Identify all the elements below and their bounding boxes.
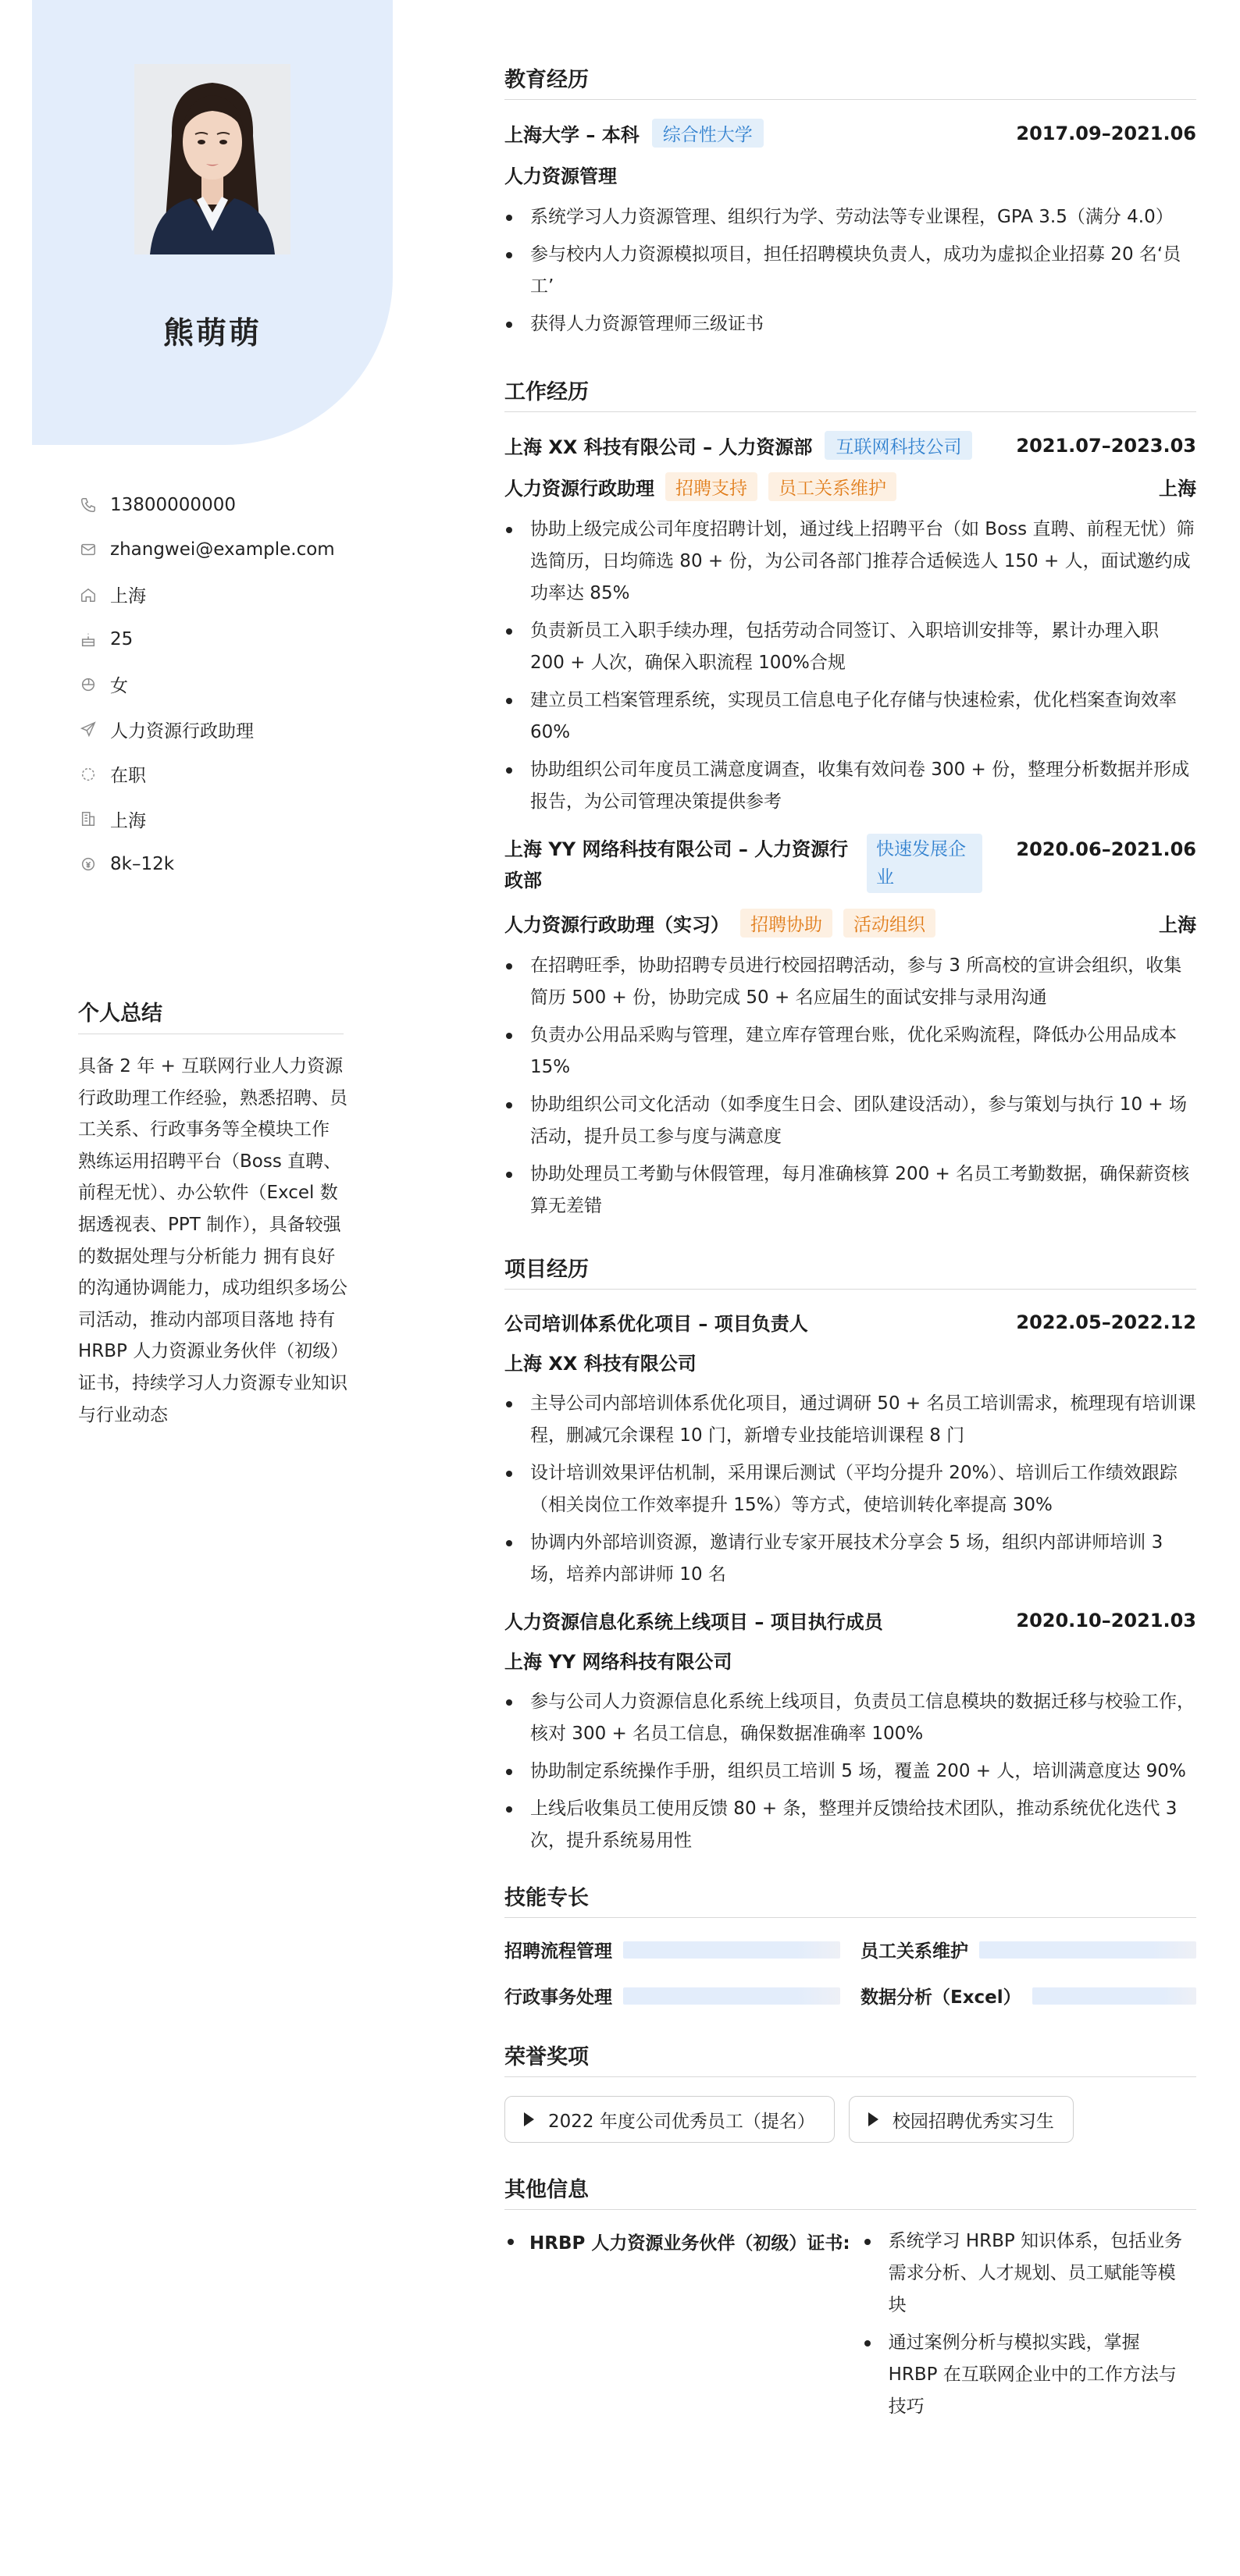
section-title: 其他信息 xyxy=(504,2172,1196,2210)
phone-icon xyxy=(78,495,98,515)
education-section xyxy=(504,62,1196,340)
person-name: 熊萌萌 xyxy=(162,316,262,351)
section-title: 技能专长 xyxy=(504,1880,1196,1918)
project-bullets xyxy=(504,1388,1196,1591)
contact-status xyxy=(78,752,390,797)
certificate-bullets xyxy=(863,2226,1183,2428)
section-title: 工作经历 xyxy=(504,375,1196,412)
company-name: 上海 XX 科技有限公司 – 人力资源部 xyxy=(504,436,813,458)
section-title: 荣誉奖项 xyxy=(504,2040,1196,2077)
school-tag: 综合性大学 xyxy=(652,119,764,148)
skill-item xyxy=(861,1937,1196,1962)
list-item: 系统学习 HRBP 知识体系，包括业务需求分析、人才规划、员工赋能等模块 xyxy=(863,2226,1183,2322)
home-icon xyxy=(78,585,98,605)
list-item: 负责新员工入职手续办理，包括劳动合同签订、入职培训安排等，累计办理入职 200 + 人次，确保入职流程 100%合规 xyxy=(504,615,1196,679)
certificate-label: HRBP 人力资源业务伙伴（初级）证书: xyxy=(529,2233,850,2254)
contact-text: 人力资源行政助理 xyxy=(110,720,254,742)
salary-icon xyxy=(78,854,98,874)
bullet-dot xyxy=(508,2239,514,2245)
list-item: 通过案例分析与模拟实践，掌握 HRBP 在互联网企业中的工作方法与技巧 xyxy=(863,2327,1183,2423)
job-bullets xyxy=(504,514,1196,818)
contact-email xyxy=(78,528,390,573)
list-item: 负责办公用品采购与管理，建立库存管理台账，优化采购流程，降低办公用品成本 15% xyxy=(504,1019,1196,1083)
contact-text: 在职 xyxy=(110,766,146,787)
award-label: 校园招聘优秀实习生 xyxy=(892,2111,1054,2132)
company-name: 上海 YY 网络科技有限公司 – 人力资源行政部 xyxy=(504,838,849,891)
contact-age xyxy=(78,617,390,663)
skill-bar xyxy=(623,1987,840,2005)
list-item: 获得人力资源管理师三级证书 xyxy=(504,308,1196,340)
company-tag: 快速发展企业 xyxy=(867,834,982,893)
education-bullets xyxy=(504,201,1196,340)
project-header xyxy=(504,1606,1196,1634)
list-item: 协调内外部培训资源，邀请行业专家开展技术分享会 5 场，组织内部讲师培训 3 场，培养内部讲师 10 名 xyxy=(504,1527,1196,1591)
cake-icon xyxy=(78,629,98,649)
list-item: 在招聘旺季，协助招聘专员进行校园招聘活动，参与 3 所高校的宣讲会组织，收集简历 500 + 份，协助完成 50 + 名应届生的面试安排与录用沟通 xyxy=(504,950,1196,1014)
contact-city xyxy=(78,797,390,842)
status-icon xyxy=(78,764,98,785)
summary-text: 具备 2 年 + 互联网行业人力资源行政助理工作经验，熟悉招聘、员工关系、行政事务等全模块工作 熟练运用招聘平台（Boss 直聘、前程无忧）、办公软件（Excel 数据透视表、PPT 制作），具备较强的数据处理与分析能力 拥有良好的沟通协调能力，成功组织多场公司活动，推动内部项目落地 持有 HRBP 人力资源业务伙伴（初级）证书，持续学习人力资源专业知识与行业动态 xyxy=(78,1056,347,1425)
job-header xyxy=(504,431,1196,460)
job-header xyxy=(504,834,1196,896)
skill-item xyxy=(504,1983,840,2008)
major: 人力资源管理 xyxy=(504,165,617,187)
role-title: 人力资源行政助理（实习） xyxy=(504,914,729,936)
company-tag: 互联网科技公司 xyxy=(825,431,972,460)
project-entry xyxy=(504,1308,1196,1591)
job-date: 2021.07–2023.03 xyxy=(1016,434,1196,457)
skill-bar xyxy=(623,1941,840,1959)
role-tag: 招聘支持 xyxy=(665,472,757,501)
job-location: 上海 xyxy=(1159,914,1196,936)
portrait-image xyxy=(134,64,290,254)
section-title: 教育经历 xyxy=(504,62,1196,100)
contact-text: 13800000000 xyxy=(110,494,236,515)
skill-name: 数据分析（Excel） xyxy=(861,1987,1021,2008)
section-title: 项目经历 xyxy=(504,1252,1196,1290)
awards-section xyxy=(504,2040,1196,2143)
contact-text: 8k–12k xyxy=(110,853,175,874)
role-tag: 活动组织 xyxy=(843,909,935,938)
project-date: 2022.05–2022.12 xyxy=(1016,1311,1196,1333)
certificate-label-row xyxy=(504,2229,850,2254)
role-tag: 招聘协助 xyxy=(740,909,832,938)
job-entry xyxy=(504,431,1196,818)
list-item: 设计培训效果评估机制，采用课后测试（平均分提升 20%）、培训后工作绩效跟踪（相关岗位工作效率提升 15%）等方式，使培训转化率提高 30% xyxy=(504,1457,1196,1521)
list-item: 协助组织公司年度员工满意度调查，收集有效问卷 300 + 份，整理分析数据并形成报告，为公司管理决策提供参考 xyxy=(504,754,1196,818)
list-item: 协助制定系统操作手册，组织员工培训 5 场，覆盖 200 + 人，培训满意度达 90% xyxy=(504,1756,1196,1788)
contact-home xyxy=(78,572,390,617)
other-section xyxy=(504,2172,1196,2428)
school-name: 上海大学 – 本科 xyxy=(504,124,640,146)
contact-text: zhangwei@example.com xyxy=(110,539,335,560)
contact-gender xyxy=(78,662,390,707)
job-location: 上海 xyxy=(1159,478,1196,500)
project-name: 公司培训体系优化项目 – 项目负责人 xyxy=(504,1313,808,1335)
award-chip[interactable] xyxy=(504,2096,835,2143)
play-triangle-icon xyxy=(868,2112,878,2126)
list-item: 协助组织公司文化活动（如季度生日会、团队建设活动），参与策划与执行 10 + 场活动，提升员工参与度与满意度 xyxy=(504,1089,1196,1153)
role-row xyxy=(504,472,1196,501)
project-bullets xyxy=(504,1686,1196,1857)
job-date: 2020.06–2021.06 xyxy=(1016,838,1196,860)
summary-title: 个人总结 xyxy=(78,996,344,1034)
education-date: 2017.09–2021.06 xyxy=(1016,122,1196,144)
award-chip[interactable] xyxy=(849,2096,1074,2143)
project-entry xyxy=(504,1606,1196,1857)
skill-name: 行政事务处理 xyxy=(504,1987,612,2008)
role-tag: 员工关系维护 xyxy=(768,472,896,501)
role-title: 人力资源行政助理 xyxy=(504,478,654,500)
contact-list xyxy=(78,482,390,887)
skill-item xyxy=(504,1937,840,1962)
play-triangle-icon xyxy=(524,2112,534,2126)
profile-photo xyxy=(134,64,290,254)
mail-icon xyxy=(78,539,98,560)
skill-bar xyxy=(979,1941,1196,1959)
contact-salary xyxy=(78,841,390,887)
gender-icon xyxy=(78,674,98,695)
contact-text: 上海 xyxy=(110,810,146,831)
project-org: 上海 XX 科技有限公司 xyxy=(504,1353,697,1375)
skill-item xyxy=(861,1983,1196,2008)
list-item: 协助处理员工考勤与休假管理，每月准确核算 200 + 名员工考勤数据，确保薪资核算无差错 xyxy=(504,1158,1196,1222)
list-item: 建立员工档案管理系统，实现员工信息电子化存储与快速检索，优化档案查询效率 60% xyxy=(504,685,1196,749)
send-icon xyxy=(78,719,98,739)
contact-text: 25 xyxy=(110,629,134,650)
role-row xyxy=(504,909,1196,938)
main-content xyxy=(504,62,1196,2428)
education-header xyxy=(504,119,1196,148)
job-bullets xyxy=(504,950,1196,1222)
project-header xyxy=(504,1308,1196,1336)
other-info xyxy=(504,2229,1196,2428)
work-section xyxy=(504,375,1196,1222)
list-item: 参与公司人力资源信息化系统上线项目，负责员工信息模块的数据迁移与校验工作，核对 300 + 名员工信息，确保数据准确率 100% xyxy=(504,1686,1196,1750)
skill-bar xyxy=(1032,1987,1196,2005)
projects-section xyxy=(504,1252,1196,1857)
contact-position xyxy=(78,707,390,753)
building-icon xyxy=(78,809,98,829)
list-item: 参与校内人力资源模拟项目，担任招聘模块负责人，成功为虚拟企业招募 20 名‘员工’ xyxy=(504,239,1196,303)
project-name: 人力资源信息化系统上线项目 – 项目执行成员 xyxy=(504,1611,883,1633)
skills-section xyxy=(504,1880,1196,2008)
contact-phone xyxy=(78,482,390,528)
skill-name: 员工关系维护 xyxy=(861,1941,968,1962)
job-entry xyxy=(504,834,1196,1222)
skills-grid xyxy=(504,1937,1196,2008)
list-item: 上线后收集员工使用反馈 80 + 条，整理并反馈给技术团队，推动系统优化迭代 3 次，提升系统易用性 xyxy=(504,1793,1196,1857)
list-item: 主导公司内部培训体系优化项目，通过调研 50 + 名员工培训需求，梳理现有培训课程，删减冗余课程 10 门，新增专业技能培训课程 8 门 xyxy=(504,1388,1196,1452)
award-label: 2022 年度公司优秀员工（提名） xyxy=(548,2111,815,2132)
list-item: 协助上级完成公司年度招聘计划，通过线上招聘平台（如 Boss 直聘、前程无忧）筛选简历，日均筛选 80 + 份，为公司各部门推荐合适候选人 150 + 人，面试邀约成功率达 85% xyxy=(504,514,1196,610)
contact-text: 女 xyxy=(110,676,128,697)
skill-name: 招聘流程管理 xyxy=(504,1941,612,1962)
contact-text: 上海 xyxy=(110,586,146,607)
list-item: 系统学习人力资源管理、组织行为学、劳动法等专业课程，GPA 3.5（满分 4.0） xyxy=(504,201,1196,233)
awards-list xyxy=(504,2096,1196,2143)
project-date: 2020.10–2021.03 xyxy=(1016,1609,1196,1631)
project-org: 上海 YY 网络科技有限公司 xyxy=(504,1651,732,1673)
